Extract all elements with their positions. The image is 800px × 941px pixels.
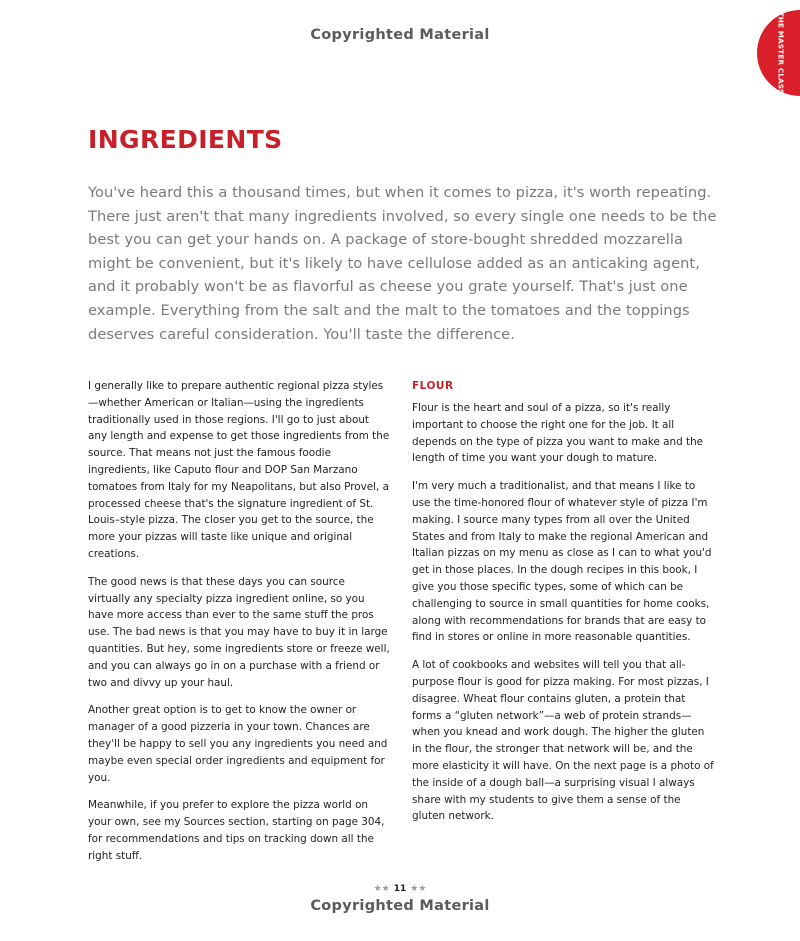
body-paragraph: Another great option is to get to know the owner or manager of a good pizzeria in your town. Chances are they'll be happy to sell you any ingredients you need and maybe even special order ingredients and equipment for you. — [88, 704, 388, 784]
copyright-watermark-bottom: Copyrighted Material — [310, 898, 490, 914]
page-heading: INGREDIENTS — [88, 125, 283, 154]
body-paragraph: I generally like to prepare authentic regional pizza styles—whether American or Italian—using the ingredients traditionally used in those regions. I'll go to just about any length and expense to get those ingredients from the source. That means not just the famous foodie ingredients, like Caputo flour and DOP San Marzano tomatoes from Italy for my Neapolitans, but also Provel, a processed cheese that's the signature ingredient of St. Louis–style pizza. The closer you get to the source, the more your pizzas will taste like unique and original creations. — [88, 380, 390, 560]
intro-paragraph: You've heard this a thousand times, but when it comes to pizza, it's worth repeating. There just aren't that many ingredients involved, so every single one needs to be the best you can get your hands on. A package of store-bought shredded mozzarella might be convenient, but it's likely to have cellulose added as an anticaking agent, and it probably won't be as flavorful as cheese you grate yourself. That's just one example. Everything from the salt and the malt to the tomatoes and the toppings deserves careful consideration. You'll taste the difference. — [88, 184, 717, 343]
body-paragraph: A lot of cookbooks and websites will tell you that all-purpose flour is good for pizza making. For most pizzas, I disagree. Wheat flour contains gluten, a protein that forms a “gluten network”—a web of protein strands—when you knead and work dough. The higher the gluten in the flour, the stronger that network will be, and the more elasticity it will have. On the next page is a photo of the inside of a dough ball—a surprising visual I always share with my students to give them a sense of the gluten network. — [412, 659, 714, 823]
body-paragraph: I'm very much a traditionalist, and that means I like to use the time-honored flour of whatever style of pizza I'm making. I source many types from all over the United States and from Italy to make the regional American and Italian pizzas on my menu as close as I can to what you'd get in those places. In the dough recipes in this book, I give you those specific types, some of which can be challenging to source in small quantities for home cooks, along with recommendations for brands that are easy to find in stores or online in more reasonable quantities. — [412, 480, 712, 644]
body-paragraph: Flour is the heart and soul of a pizza, so it's really important to choose the right one for the job. It all depends on the type of pizza you want to make and the length of time you want your dough to mature. — [412, 402, 704, 465]
body-paragraph: Meanwhile, if you prefer to explore the pizza world on your own, see my Sources section, starting on page 304, for recommendations and tips on tracking down all the right stuff. — [88, 799, 385, 862]
right-column — [412, 378, 714, 836]
body-paragraph: The good news is that these days you can source virtually any specialty pizza ingredient online, so you have more access than ever to the same stuff the pros use. The bad news is that you may have to buy it in large quantities. But hey, some ingredients store or freeze well, and you can always go in on a purchase with a friend or two and divvy up your haul. — [88, 575, 390, 689]
copyright-watermark-top: Copyrighted Material — [310, 27, 490, 43]
star-ornament-icon: ★★ — [410, 884, 427, 894]
flour-subheading: FLOUR — [412, 380, 454, 392]
page-number: 11 — [393, 884, 407, 894]
star-ornament-icon: ★★ — [373, 884, 390, 894]
page-folio — [0, 884, 800, 894]
left-column — [88, 378, 390, 876]
section-tab-label: THE MASTER CLASS — [776, 11, 785, 95]
